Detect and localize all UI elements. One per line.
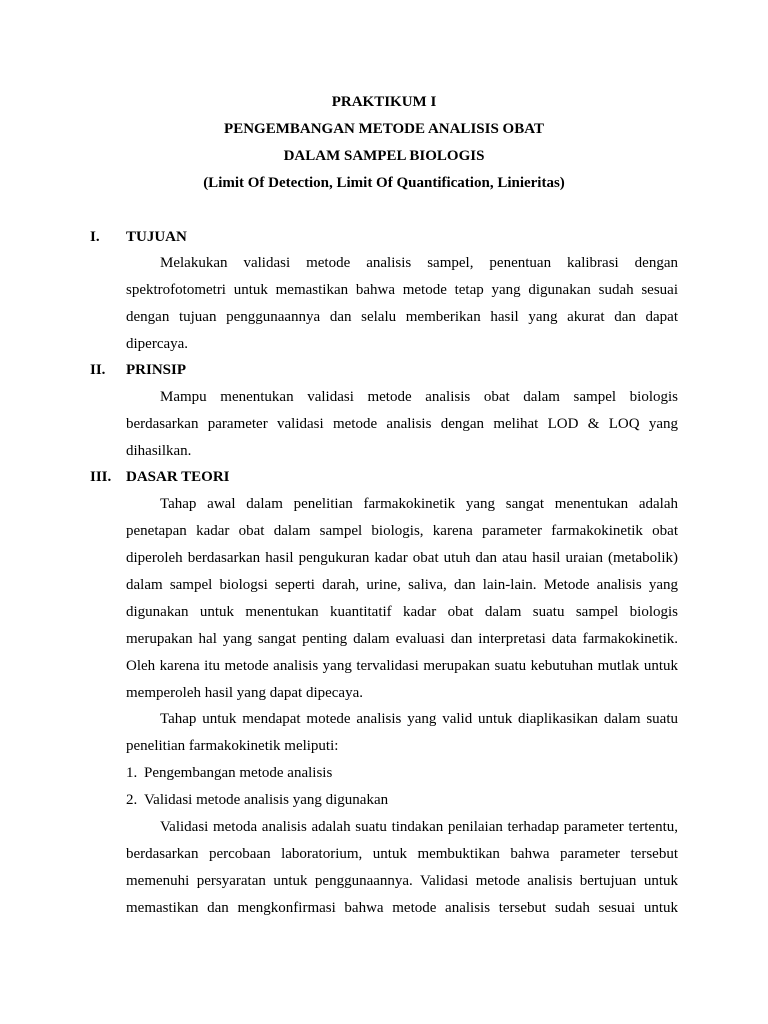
list-item-number: 1.: [126, 765, 138, 781]
paragraph-line: dengan tujuan penggunaannya dan selalu memberikan hasil yang akurat dan dapat: [126, 309, 678, 325]
doc-title-parameters: (Limit Of Detection, Limit Of Quantification, Linieritas): [203, 175, 565, 191]
paragraph-line: digunakan untuk menentukan kuantitatif kadar obat dalam suatu sampel biologis: [126, 604, 678, 620]
paragraph-line: dalam sampel biologsi seperti darah, urine, saliva, dan lain-lain. Metode analisis yang: [126, 577, 678, 593]
section-number: II.: [90, 362, 106, 378]
paragraph-line: spektrofotometri untuk memastikan bahwa metode tetap yang digunakan sudah sesuai: [126, 282, 678, 298]
doc-title-praktikum: PRAKTIKUM I: [331, 94, 437, 110]
paragraph-line: Oleh karena itu metode analisis yang tervalidasi merupakan suatu kebutuhan mutlak untuk: [126, 658, 678, 674]
doc-title-sub: DALAM SAMPEL BIOLOGIS: [283, 148, 485, 164]
paragraph-line: Tahap awal dalam penelitian farmakokinetik yang sangat menentukan adalah: [160, 496, 678, 512]
paragraph-line: dihasilkan.: [126, 443, 192, 459]
paragraph-line: berdasarkan parameter validasi metode analisis dengan melihat LOD & LOQ yang: [126, 416, 678, 432]
section-heading-dasar-teori: DASAR TEORI: [126, 469, 230, 485]
paragraph-line: memenuhi persyaratan untuk penggunaannya. Validasi metode analisis bertujuan untuk: [126, 873, 678, 889]
section-number: I.: [90, 229, 100, 245]
section-heading-prinsip: PRINSIP: [126, 362, 187, 378]
doc-title-main: PENGEMBANGAN METODE ANALISIS OBAT: [224, 121, 544, 137]
paragraph-line: dipercaya.: [126, 336, 189, 352]
paragraph-line: berdasarkan percobaan laboratorium, untuk membuktikan bahwa parameter tersebut: [126, 846, 678, 862]
list-item: Validasi metode analisis yang digunakan: [144, 792, 389, 808]
paragraph-line: Tahap untuk mendapat motede analisis yang valid untuk diaplikasikan dalam suatu: [160, 711, 678, 727]
section-heading-tujuan: TUJUAN: [126, 229, 187, 245]
paragraph-line: Melakukan validasi metode analisis sampel, penentuan kalibrasi dengan: [160, 255, 678, 271]
paragraph-line: penelitian farmakokinetik meliputi:: [126, 738, 339, 754]
paragraph-line: Mampu menentukan validasi metode analisis obat dalam sampel biologis: [160, 389, 678, 405]
list-item-number: 2.: [126, 792, 138, 808]
paragraph-line: diperoleh berdasarkan hasil pengukuran kadar obat utuh dan atau hasil uraian (metabolik): [126, 550, 678, 566]
paragraph-line: penetapan kadar obat dalam sampel biologis, karena parameter farmakokinetik obat: [126, 523, 678, 539]
paragraph-line: merupakan hal yang sangat penting dalam evaluasi dan interpretasi data farmakokinetik.: [126, 631, 678, 647]
list-item: Pengembangan metode analisis: [144, 765, 333, 781]
paragraph-line: Validasi metoda analisis adalah suatu tindakan penilaian terhadap parameter tertentu,: [160, 819, 678, 835]
paragraph-line: memperoleh hasil yang dapat dipecaya.: [126, 685, 363, 701]
paragraph-line: memastikan dan mengkonfirmasi bahwa metode analisis tersebut sudah sesuai untuk: [126, 900, 678, 916]
section-number: III.: [90, 469, 112, 485]
